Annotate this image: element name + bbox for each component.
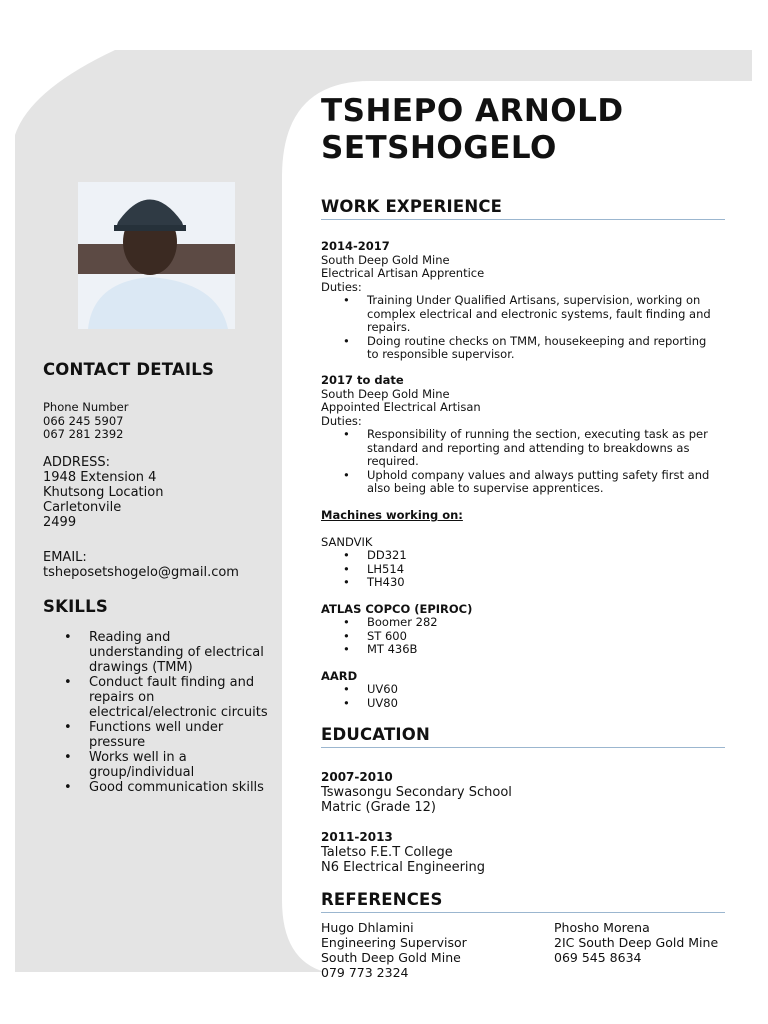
job-period: 2017 to date bbox=[321, 373, 404, 387]
ref-name: Phosho Morena bbox=[554, 920, 650, 935]
machine-item: • Boomer 282 bbox=[321, 616, 721, 630]
phone-2: 067 281 2392 bbox=[43, 427, 124, 441]
address-line: 2499 bbox=[43, 515, 77, 530]
address-line: Carletonvile bbox=[43, 500, 122, 515]
work-rule bbox=[321, 219, 725, 220]
education-qual: Matric (Grade 12) bbox=[321, 800, 436, 815]
ref-title: 2IC South Deep Gold Mine bbox=[554, 935, 719, 950]
machine-item: • LH514 bbox=[321, 563, 721, 577]
phone-1: 066 245 5907 bbox=[43, 413, 124, 428]
ref-company: South Deep Gold Mine bbox=[321, 950, 461, 965]
job-title: Appointed Electrical Artisan bbox=[321, 400, 481, 414]
atlas-label: ATLAS COPCO (EPIROC) bbox=[321, 601, 473, 616]
profile-photo bbox=[78, 182, 235, 329]
job-period: 2014-2017 bbox=[321, 239, 390, 253]
name-line-1: TSHEPO ARNOLD bbox=[321, 93, 624, 129]
machine-item: • MT 436B bbox=[321, 643, 721, 657]
work-heading: WORK EXPERIENCE bbox=[321, 197, 503, 216]
job-company: South Deep Gold Mine bbox=[321, 386, 450, 401]
address-line: 1948 Extension 4 bbox=[43, 470, 157, 485]
duty-item: • Responsibility of running the section, executing task as per standard and reporting and attending to breakdowns as required. bbox=[321, 428, 721, 469]
education-period: 2007-2010 bbox=[321, 770, 393, 784]
email-label: EMAIL: bbox=[43, 550, 87, 565]
address-label: ADDRESS: bbox=[43, 455, 111, 470]
skill-item: • Functions well under pressure bbox=[43, 720, 268, 750]
duty-item: • Doing routine checks on TMM, housekeeping and reporting to responsible supervisor. bbox=[321, 335, 721, 362]
education-school: Taletso F.E.T College bbox=[321, 845, 453, 860]
education-heading: EDUCATION bbox=[321, 725, 430, 744]
education-entry bbox=[321, 830, 485, 875]
machines-section bbox=[321, 509, 721, 710]
ref-name: Hugo Dhlamini bbox=[321, 920, 414, 935]
ref-phone: 069 545 8634 bbox=[554, 950, 642, 965]
ref-title: Engineering Supervisor bbox=[321, 935, 467, 950]
skills-heading: SKILLS bbox=[43, 597, 108, 616]
email-value: tsheposetshogelo@gmail.com bbox=[43, 565, 239, 580]
ref-phone: 079 773 2324 bbox=[321, 965, 409, 980]
machines-heading: Machines working on: bbox=[321, 508, 463, 522]
sandvik-label: SANDVIK bbox=[321, 534, 373, 549]
education-qual: N6 Electrical Engineering bbox=[321, 860, 486, 875]
candidate-name bbox=[321, 93, 624, 167]
education-entry bbox=[321, 770, 512, 815]
name-line-2: SETSHOGELO bbox=[321, 130, 557, 166]
machine-item: • ST 600 bbox=[321, 630, 721, 644]
contact-heading: CONTACT DETAILS bbox=[43, 360, 215, 379]
phone-label: Phone Number bbox=[43, 400, 129, 414]
education-period: 2011-2013 bbox=[321, 830, 393, 844]
duty-item: • Uphold company values and always putting safety first and also being able to supervise apprentices. bbox=[321, 469, 721, 496]
duties-label: Duties: bbox=[321, 413, 362, 428]
job-entry bbox=[321, 374, 721, 496]
address-block bbox=[43, 455, 268, 530]
address-line: Khutsong Location bbox=[43, 485, 164, 500]
duties-label: Duties: bbox=[321, 279, 362, 294]
machine-item: • UV80 bbox=[321, 697, 721, 711]
job-company: South Deep Gold Mine bbox=[321, 252, 450, 267]
job-entry bbox=[321, 240, 721, 362]
skill-item: • Conduct fault finding and repairs on electrical/electronic circuits bbox=[43, 675, 268, 720]
references-rule bbox=[321, 912, 725, 913]
job-title: Electrical Artisan Apprentice bbox=[321, 266, 485, 280]
references-heading: REFERENCES bbox=[321, 890, 443, 909]
skill-item: • Good communication skills bbox=[43, 780, 268, 795]
education-rule bbox=[321, 747, 725, 748]
contact-block bbox=[43, 401, 268, 442]
reference-1 bbox=[321, 920, 467, 980]
duty-item: • Training Under Qualified Artisans, supervision, working on complex electrical and electronic systems, fault finding and repairs. bbox=[321, 294, 721, 335]
skills-list bbox=[43, 630, 268, 795]
skill-item: • Reading and understanding of electrical drawings (TMM) bbox=[43, 630, 268, 675]
reference-2 bbox=[554, 920, 718, 965]
machine-item: • DD321 bbox=[321, 549, 721, 563]
skill-item: • Works well in a group/individual bbox=[43, 750, 268, 780]
machine-item: • TH430 bbox=[321, 576, 721, 590]
education-school: Tswasongu Secondary School bbox=[321, 785, 512, 800]
email-block bbox=[43, 550, 268, 580]
aard-label: AARD bbox=[321, 668, 358, 683]
machine-item: • UV60 bbox=[321, 683, 721, 697]
